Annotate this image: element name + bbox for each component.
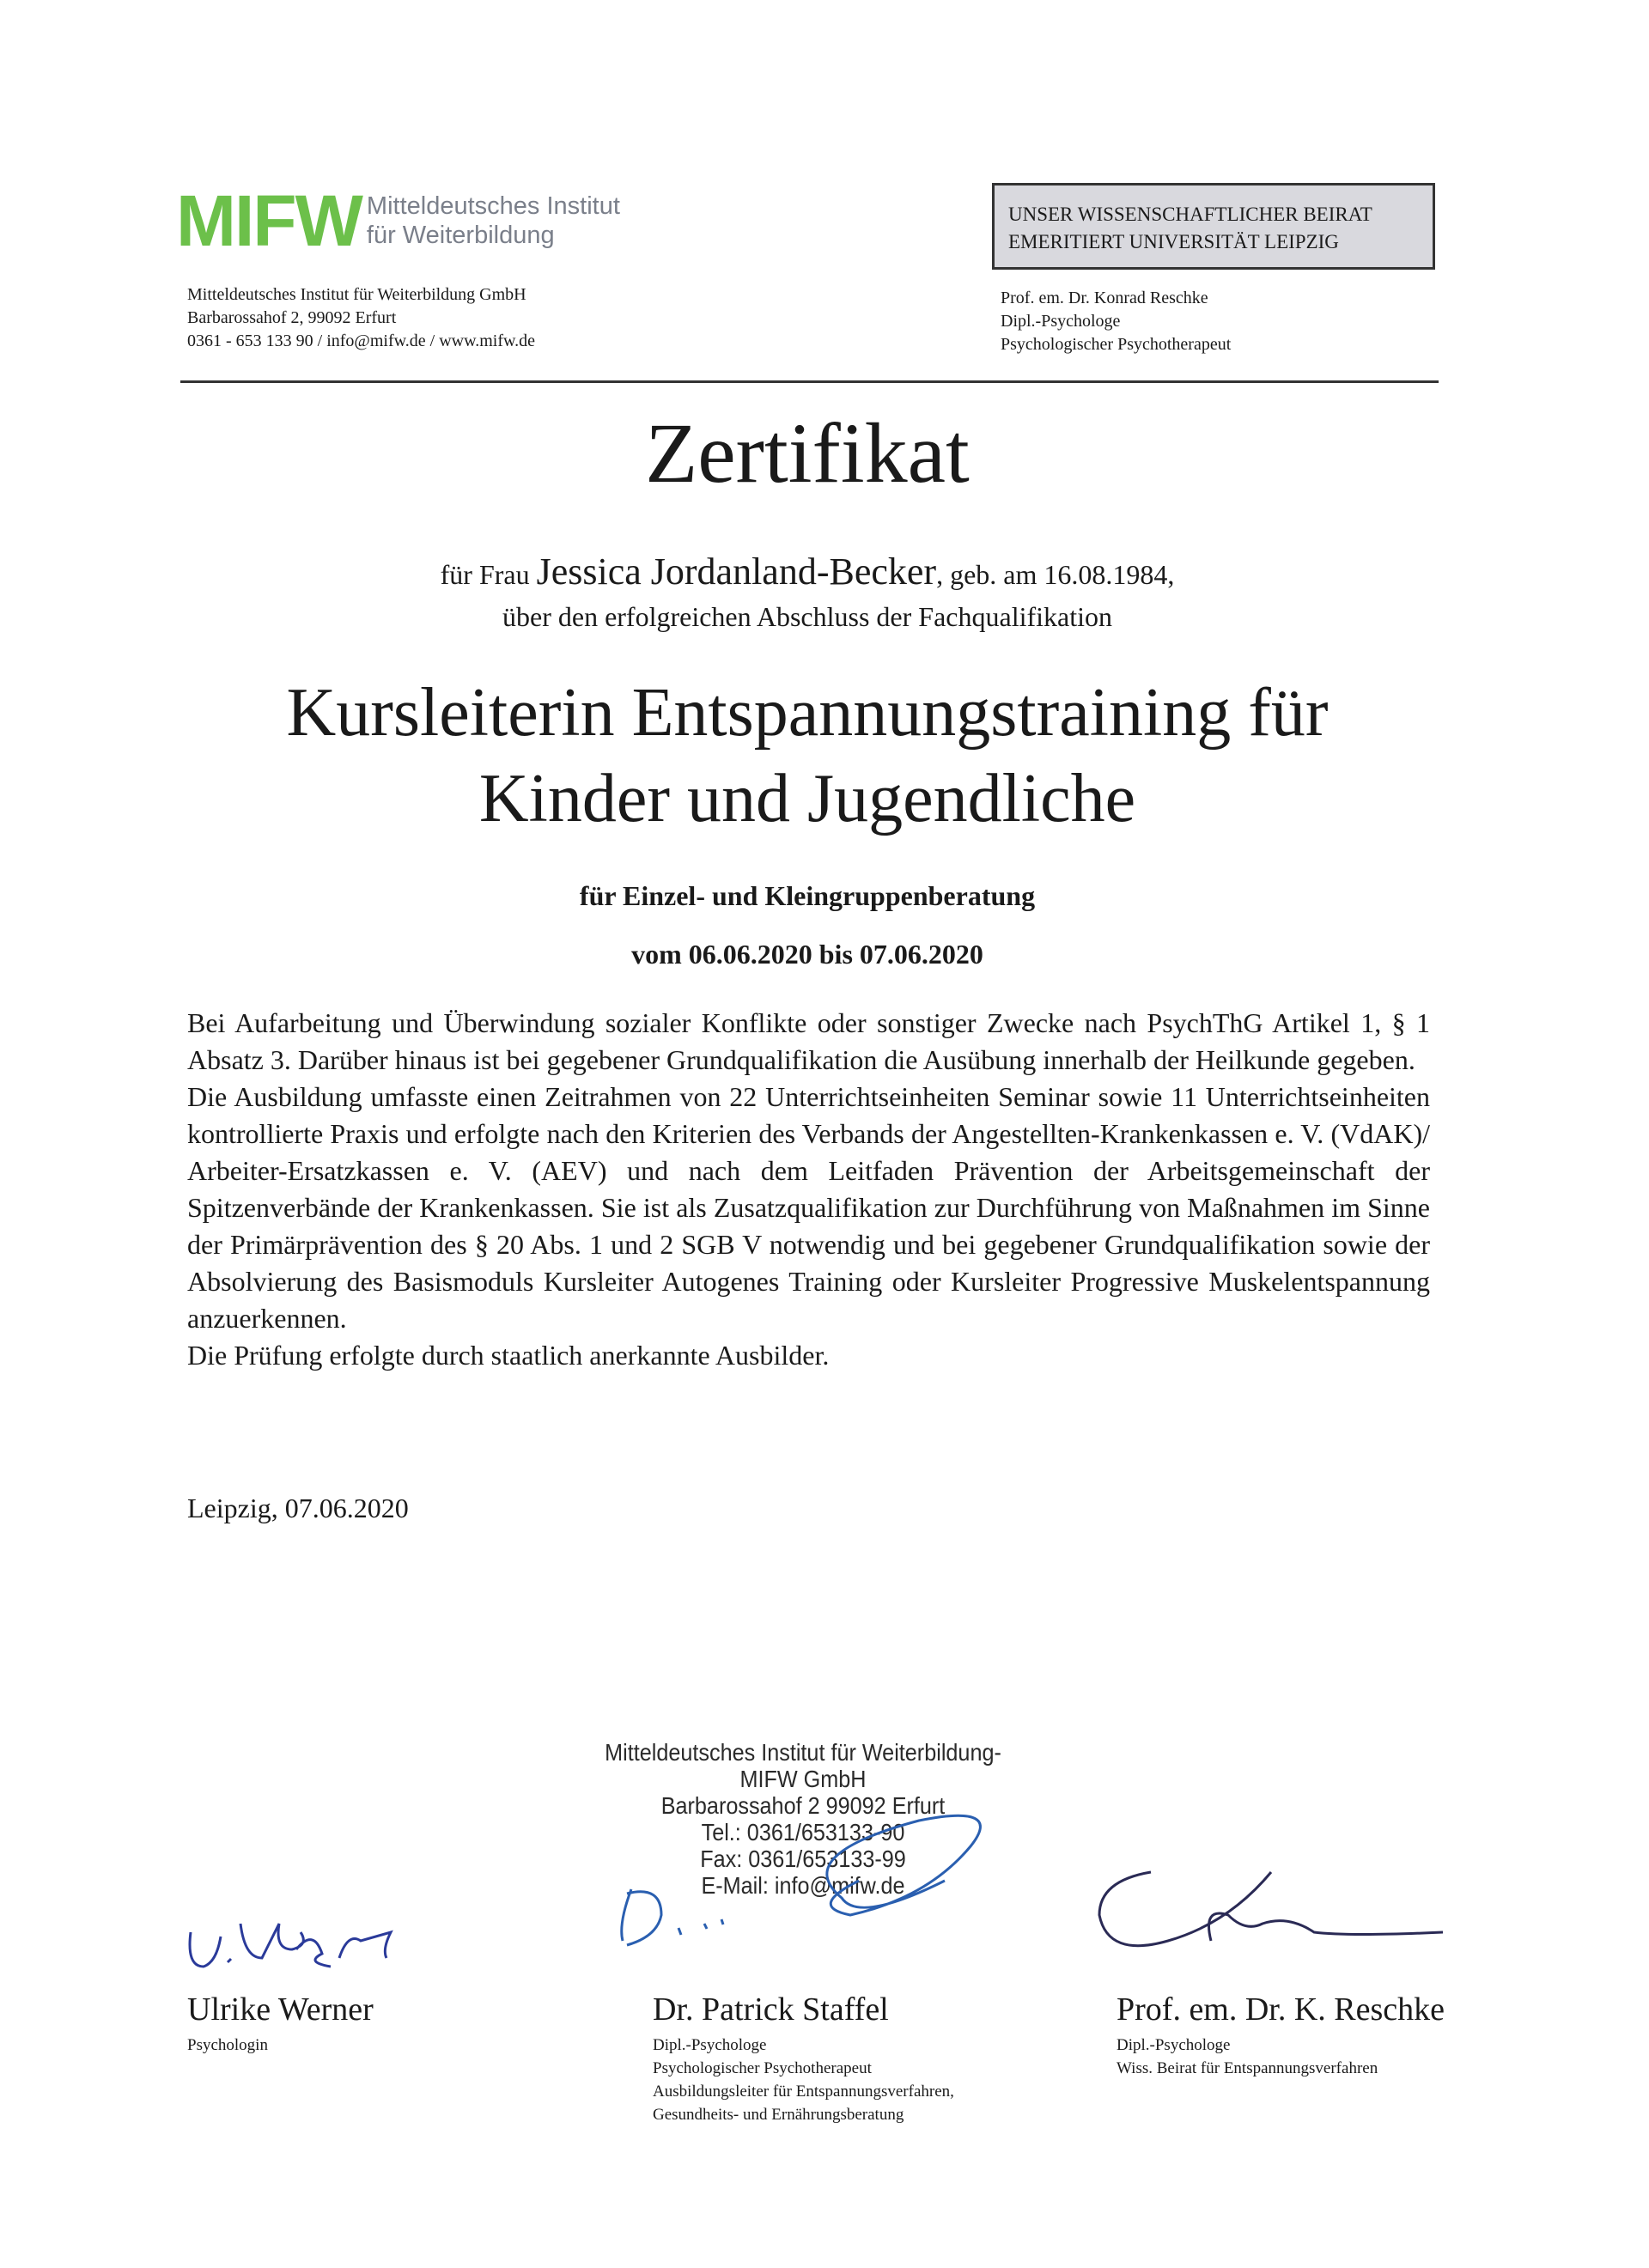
signer-detail: Psychologischer Psychotherapeut [653, 2059, 872, 2077]
beirat-person-line: Prof. em. Dr. Konrad Reschke [1001, 289, 1208, 307]
logo-line: für Weiterbildung [366, 222, 555, 249]
stamp-line: E-Mail: info@mifw.de [701, 1872, 905, 1899]
signer-detail: Ausbildungsleiter für Entspannungsverfahren, [653, 2083, 954, 2101]
completion-line: über den erfolgreichen Abschluss der Fachqualifikation [502, 601, 1112, 632]
qualification-line: Kursleiterin Entspannungstraining für [286, 675, 1329, 751]
stamp-line: Fax: 0361/653133-99 [700, 1845, 906, 1872]
signer-detail: Dipl.-Psychologe [1117, 2036, 1231, 2054]
signer-details [187, 2034, 374, 2057]
signer-name: Dr. Patrick Staffel [653, 1991, 889, 2028]
signature-block-reschke [1117, 1991, 1445, 2080]
beirat-line: UNSER WISSENSCHAFTLICHER BEIRAT [1008, 204, 1372, 225]
signer-name: Ulrike Werner [187, 1991, 374, 2028]
signature-block-werner [187, 1991, 374, 2057]
address-line: Mitteldeutsches Institut für Weiterbildung GmbH [187, 285, 526, 304]
body-paragraph: Bei Aufarbeitung und Überwindung sozialer Konflikte oder sonstiger Zwecke nach PsychThG Artikel 1, § 1 Absatz 3. Darüber hinaus ist bei gegebener Grundqualifikation die Ausübung innerhalb der Heilkunde gegeben. [187, 1007, 1430, 1075]
signature-staffel [622, 1815, 981, 1945]
recipient-birth: , geb. am 16.08.1984, [936, 559, 1175, 590]
certificate-title: Zertifikat [645, 405, 970, 501]
signature-block-staffel [653, 1991, 954, 2126]
signer-detail: Dipl.-Psychologe [653, 2036, 767, 2054]
beirat-person-line: Dipl.-Psychologe [1001, 312, 1121, 331]
qualification-subtitle: für Einzel- und Kleingruppenberatung [579, 880, 1036, 911]
logo-line: Mitteldeutsches Institut [366, 192, 620, 220]
address-line: 0361 - 653 133 90 / info@mifw.de / www.mifw.de [187, 331, 536, 350]
body-paragraph: Die Prüfung erfolgte durch staatlich anerkannte Ausbilder. [187, 1340, 830, 1371]
signer-details [1117, 2034, 1445, 2080]
logo-mark: MIFW [176, 180, 362, 261]
stamp-line: MIFW GmbH [739, 1766, 867, 1792]
signer-detail: Wiss. Beirat für Entspannungsverfahren [1117, 2059, 1378, 2077]
signature-werner [190, 1924, 391, 1967]
course-dates: vom 06.06.2020 bis 07.06.2020 [631, 939, 983, 970]
body-paragraph: Die Ausbildung umfasste einen Zeitrahmen von 22 Unterrichtseinheiten Seminar sowie 11 Unterrichtseinheiten kontrollierte Praxis und erfolgte nach den Kriterien des Verbands der Angestellten-Krankenkassen e. V. (VdAK)/ Arbeiter-Ersatzkassen e. V. (AEV) und nach dem Leitfaden Prävention der Arbeitsgemeinschaft der Spitzenverbände der Krankenkassen. Sie ist als Zusatzqualifikation zur Durchführung von Maßnahmen im Sinne der Primärprävention des § 20 Abs. 1 und 2 SGB V notwendig und bei gegebener Grundqualifikation sowie der Absolvierung des Basismoduls Kursleiter Autogenes Training oder Kursleiter Progressive Muskelentspannung anzuerkennen. [187, 1081, 1430, 1334]
signature-reschke [1099, 1872, 1443, 1946]
signer-details [653, 2034, 954, 2126]
beirat-person-line: Psychologischer Psychotherapeut [1001, 335, 1232, 354]
recipient-name: Jessica Jordanland-Becker [536, 550, 937, 593]
beirat-line: EMERITIERT UNIVERSITÄT LEIPZIG [1008, 231, 1339, 252]
qualification-line: Kinder und Jugendliche [478, 761, 1136, 836]
stamp-line: Tel.: 0361/653133-90 [701, 1819, 905, 1845]
place-date: Leipzig, 07.06.2020 [187, 1493, 409, 1523]
signer-name: Prof. em. Dr. K. Reschke [1117, 1991, 1445, 2028]
recipient-prefix: für Frau [440, 559, 537, 590]
signer-detail: Gesundheits- und Ernährungsberatung [653, 2106, 904, 2124]
stamp-line: Barbarossahof 2 99092 Erfurt [660, 1792, 946, 1819]
stamp-line: Mitteldeutsches Institut für Weiterbildung- [605, 1739, 1001, 1766]
signer-detail: Psychologin [187, 2036, 268, 2054]
address-line: Barbarossahof 2, 99092 Erfurt [187, 308, 397, 327]
